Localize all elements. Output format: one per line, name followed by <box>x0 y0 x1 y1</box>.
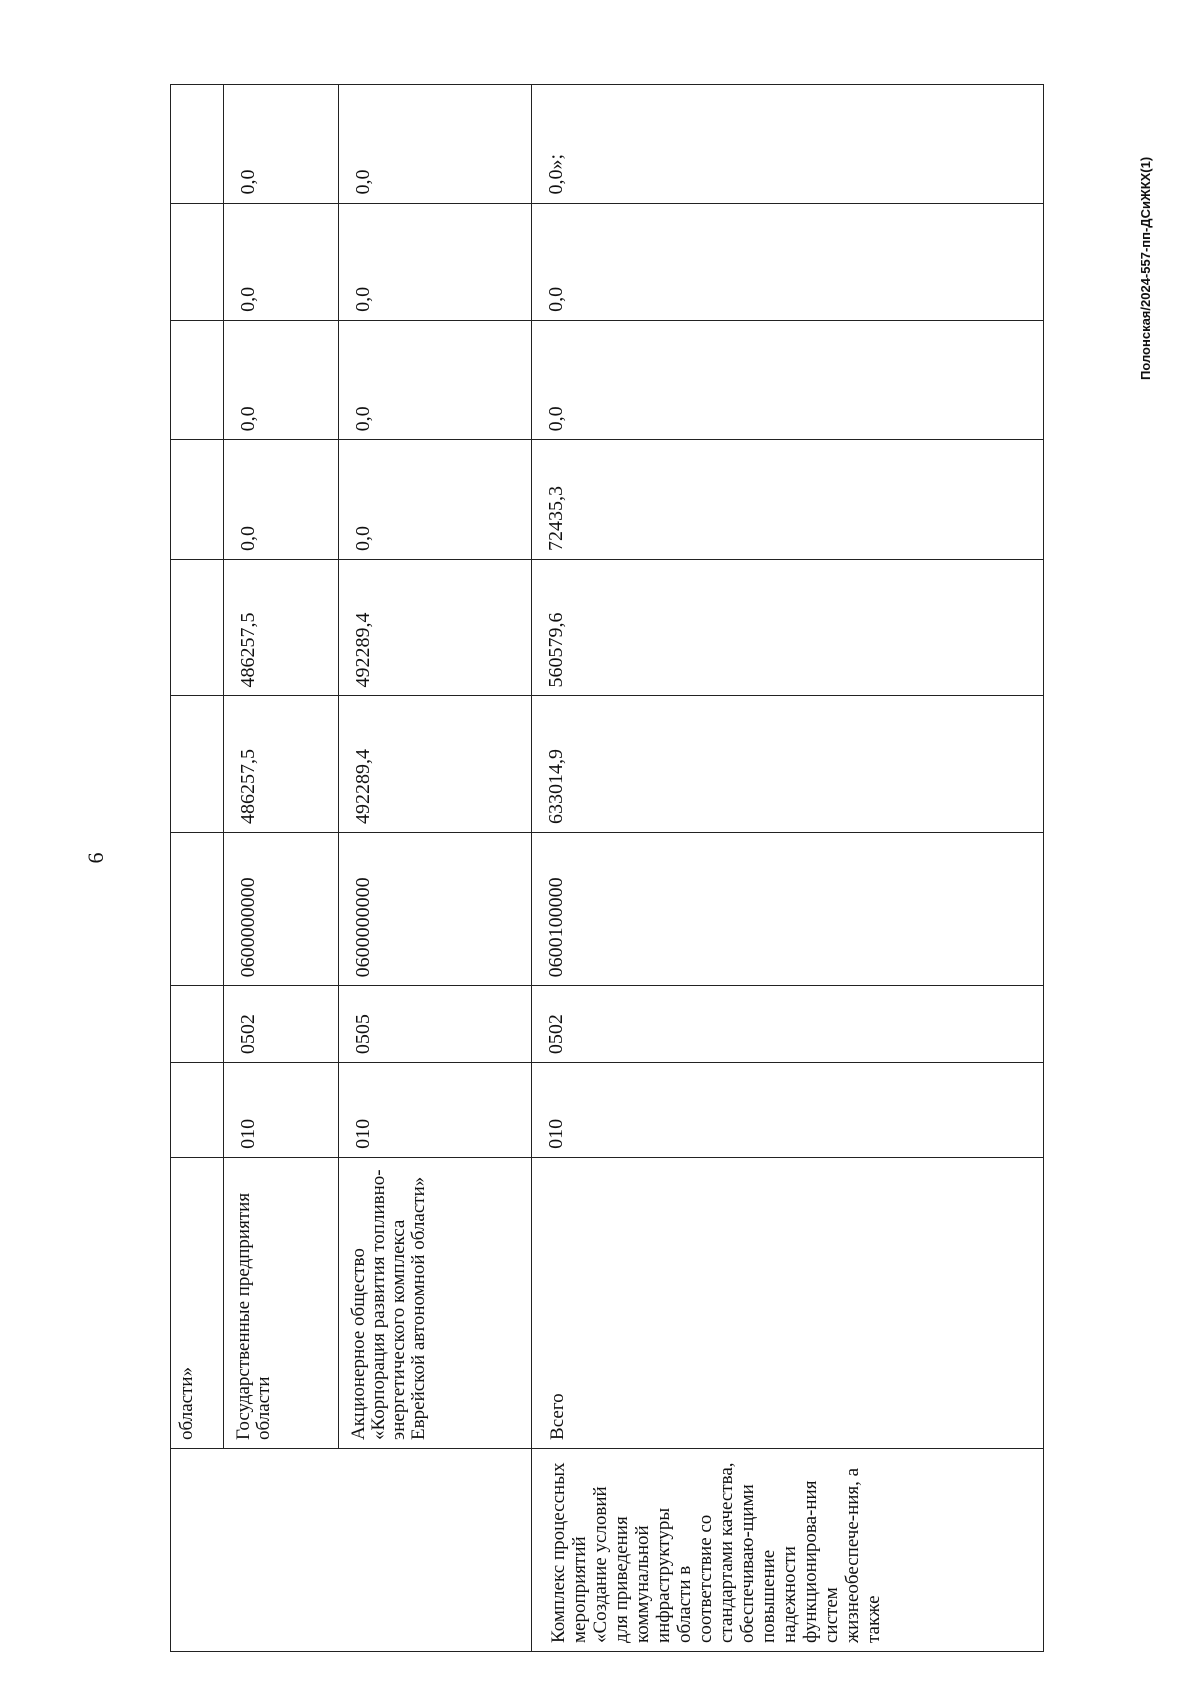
section-code: 0502 <box>532 986 1044 1063</box>
value-cell: 0,0 <box>532 203 1044 320</box>
empty-cell <box>171 986 224 1063</box>
table-row-kompleks <box>532 85 1044 1652</box>
section-code: 0502 <box>223 986 338 1063</box>
table-row-joint-stock <box>339 85 532 1652</box>
program-measure-name: Комплекс процессных мероприятий «Создание условий для приведения коммунальной инфраструктуры области в соответствие со стандартами качества, обеспечиваю-щими повышение надежности функционирова-ния систем жизнеобеспече-ния, а также <box>532 1448 1044 1651</box>
empty-cell <box>171 560 224 697</box>
value-cell: 0,0 <box>532 320 1044 440</box>
empty-cell <box>171 833 224 986</box>
empty-cell <box>171 1063 224 1158</box>
value-cell: 492289,4 <box>339 560 532 697</box>
value-cell: 0,0 <box>223 440 338 560</box>
target-article-code: 0600100000 <box>532 833 1044 986</box>
value-cell: 486257,5 <box>223 560 338 697</box>
document-footer-code: Полонская/2024-557-пп-ДСиЖКХ(1) <box>1138 156 1153 380</box>
value-cell: 492289,4 <box>339 696 532 833</box>
grbs-code: 010 <box>339 1063 532 1158</box>
value-cell: 0,0 <box>339 203 532 320</box>
value-cell: 486257,5 <box>223 696 338 833</box>
value-cell: 0,0»; <box>532 85 1044 204</box>
value-cell: 633014,9 <box>532 696 1044 833</box>
state-enterprises-label: Государственные предприятия области <box>223 1157 338 1448</box>
empty-cell <box>171 203 224 320</box>
value-cell: 0,0 <box>223 320 338 440</box>
value-cell: 560579,6 <box>532 560 1044 697</box>
empty-cell <box>171 85 224 204</box>
total-label: Всего <box>532 1157 1044 1448</box>
value-cell: 0,0 <box>339 320 532 440</box>
empty-cell <box>171 696 224 833</box>
value-cell: 0,0 <box>339 85 532 204</box>
value-cell: 0,0 <box>339 440 532 560</box>
target-article-code: 0600000000 <box>223 833 338 986</box>
table-row-continuation <box>171 85 224 1652</box>
budget-table-rotated <box>170 84 1044 1652</box>
value-cell: 0,0 <box>223 203 338 320</box>
table-row-state-enterprises <box>223 85 338 1652</box>
target-article-code: 0600000000 <box>339 833 532 986</box>
value-cell: 72435,3 <box>532 440 1044 560</box>
empty-name-cell <box>171 1448 532 1651</box>
continuation-label: области» <box>171 1157 224 1448</box>
empty-cell <box>171 440 224 560</box>
page-number: 6 <box>83 852 108 864</box>
grbs-code: 010 <box>223 1063 338 1158</box>
empty-cell <box>171 320 224 440</box>
budget-table <box>170 84 1044 1652</box>
section-code: 0505 <box>339 986 532 1063</box>
value-cell: 0,0 <box>223 85 338 204</box>
grbs-code: 010 <box>532 1063 1044 1158</box>
joint-stock-label: Акционерное общество «Корпорация развития топливно-энергетического комплекса Еврейской автономной области» <box>339 1157 532 1448</box>
